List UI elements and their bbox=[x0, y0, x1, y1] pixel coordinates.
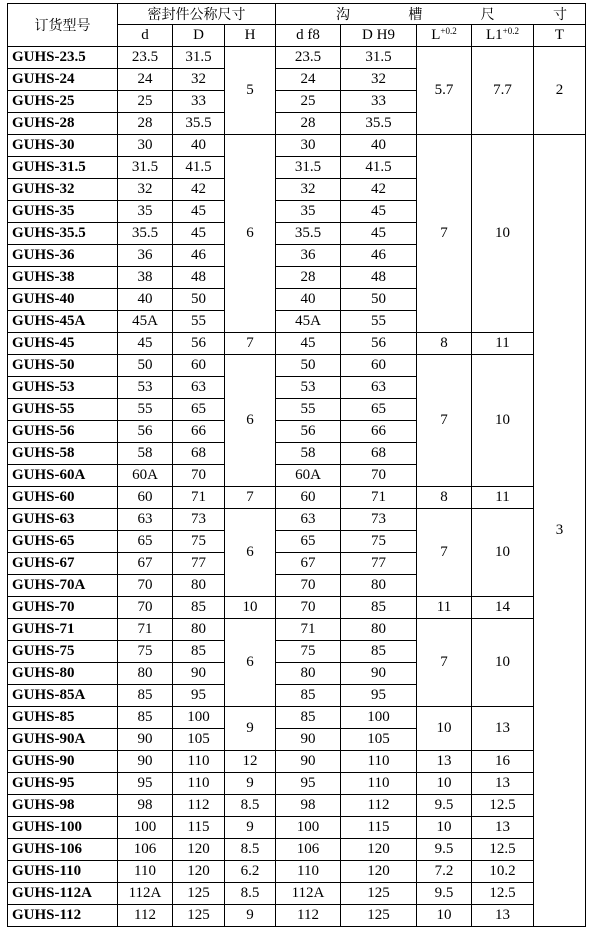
groove-size-header bbox=[276, 4, 586, 25]
table-row bbox=[8, 883, 586, 905]
model-cell: GUHS-45A bbox=[8, 311, 118, 333]
groove-D-cell: 32 bbox=[341, 69, 417, 91]
seal-d-cell: 63 bbox=[118, 509, 173, 531]
seal-D-cell: 115 bbox=[173, 817, 225, 839]
seal-D-cell: 35.5 bbox=[173, 113, 225, 135]
model-cell: GUHS-98 bbox=[8, 795, 118, 817]
seal-d-cell: 112A bbox=[118, 883, 173, 905]
model-cell: GUHS-30 bbox=[8, 135, 118, 157]
seal-D-cell: 112 bbox=[173, 795, 225, 817]
model-cell: GUHS-80 bbox=[8, 663, 118, 685]
groove-L1-cell: 10 bbox=[472, 619, 534, 707]
groove-T-cell: 3 bbox=[534, 135, 586, 927]
model-cell: GUHS-60 bbox=[8, 487, 118, 509]
table-row bbox=[8, 773, 586, 795]
seal-H-cell: 7 bbox=[225, 333, 276, 355]
groove-D-cell: 71 bbox=[341, 487, 417, 509]
seal-D-cell: 68 bbox=[173, 443, 225, 465]
seal-d-cell: 70 bbox=[118, 575, 173, 597]
seal-d-cell: 35.5 bbox=[118, 223, 173, 245]
groove-D-cell: 120 bbox=[341, 861, 417, 883]
seal-spec-table bbox=[7, 3, 586, 927]
model-cell: GUHS-24 bbox=[8, 69, 118, 91]
groove-char-3: 尺 bbox=[480, 7, 495, 23]
groove-D-cell: 63 bbox=[341, 377, 417, 399]
groove-L1-cell: 13 bbox=[472, 773, 534, 795]
seal-d-cell: 40 bbox=[118, 289, 173, 311]
groove-d-cell: 53 bbox=[276, 377, 341, 399]
groove-d-cell: 112 bbox=[276, 905, 341, 927]
col-L1-header bbox=[472, 25, 534, 47]
groove-L-cell: 8 bbox=[417, 487, 472, 509]
groove-L1-cell: 10.2 bbox=[472, 861, 534, 883]
seal-H-cell: 9 bbox=[225, 905, 276, 927]
groove-D-cell: 115 bbox=[341, 817, 417, 839]
seal-d-cell: 30 bbox=[118, 135, 173, 157]
groove-D-cell: 125 bbox=[341, 905, 417, 927]
groove-D-cell: 40 bbox=[341, 135, 417, 157]
groove-d-cell: 23.5 bbox=[276, 47, 341, 69]
groove-D-cell: 85 bbox=[341, 597, 417, 619]
groove-D-cell: 42 bbox=[341, 179, 417, 201]
table-row bbox=[8, 817, 586, 839]
table-row bbox=[8, 509, 586, 531]
model-cell: GUHS-100 bbox=[8, 817, 118, 839]
seal-D-cell: 80 bbox=[173, 575, 225, 597]
groove-L1-cell: 11 bbox=[472, 487, 534, 509]
groove-L-cell: 10 bbox=[417, 707, 472, 751]
groove-d-cell: 25 bbox=[276, 91, 341, 113]
model-cell: GUHS-25 bbox=[8, 91, 118, 113]
groove-d-cell: 71 bbox=[276, 619, 341, 641]
col-L-label: L bbox=[431, 27, 441, 43]
table-row bbox=[8, 751, 586, 773]
seal-D-cell: 95 bbox=[173, 685, 225, 707]
seal-H-cell: 10 bbox=[225, 597, 276, 619]
groove-L1-cell: 12.5 bbox=[472, 839, 534, 861]
model-cell: GUHS-85A bbox=[8, 685, 118, 707]
col-H-header: H bbox=[225, 25, 276, 47]
seal-d-cell: 90 bbox=[118, 751, 173, 773]
groove-D-cell: 41.5 bbox=[341, 157, 417, 179]
groove-D-cell: 80 bbox=[341, 619, 417, 641]
groove-D-cell: 31.5 bbox=[341, 47, 417, 69]
groove-d-cell: 98 bbox=[276, 795, 341, 817]
seal-H-cell: 6 bbox=[225, 135, 276, 333]
seal-d-cell: 28 bbox=[118, 113, 173, 135]
table-row bbox=[8, 135, 586, 157]
seal-D-cell: 45 bbox=[173, 223, 225, 245]
col-df8-header: d f8 bbox=[276, 25, 341, 47]
groove-D-cell: 90 bbox=[341, 663, 417, 685]
groove-D-cell: 73 bbox=[341, 509, 417, 531]
groove-d-cell: 36 bbox=[276, 245, 341, 267]
seal-D-cell: 42 bbox=[173, 179, 225, 201]
model-cell: GUHS-110 bbox=[8, 861, 118, 883]
groove-char-4: 寸 bbox=[552, 7, 567, 23]
groove-D-cell: 70 bbox=[341, 465, 417, 487]
seal-D-cell: 75 bbox=[173, 531, 225, 553]
seal-H-cell: 7 bbox=[225, 487, 276, 509]
col-d-header: d bbox=[118, 25, 173, 47]
groove-L-cell: 7 bbox=[417, 355, 472, 487]
groove-D-cell: 80 bbox=[341, 575, 417, 597]
groove-d-cell: 90 bbox=[276, 751, 341, 773]
groove-L-cell: 10 bbox=[417, 817, 472, 839]
groove-L-cell: 9.5 bbox=[417, 795, 472, 817]
seal-D-cell: 77 bbox=[173, 553, 225, 575]
groove-D-cell: 95 bbox=[341, 685, 417, 707]
seal-D-cell: 32 bbox=[173, 69, 225, 91]
seal-d-cell: 35 bbox=[118, 201, 173, 223]
seal-D-cell: 80 bbox=[173, 619, 225, 641]
seal-d-cell: 25 bbox=[118, 91, 173, 113]
seal-d-cell: 71 bbox=[118, 619, 173, 641]
groove-L1-cell: 13 bbox=[472, 707, 534, 751]
seal-D-cell: 105 bbox=[173, 729, 225, 751]
seal-d-cell: 80 bbox=[118, 663, 173, 685]
seal-D-cell: 110 bbox=[173, 751, 225, 773]
groove-L1-cell: 12.5 bbox=[472, 795, 534, 817]
groove-d-cell: 75 bbox=[276, 641, 341, 663]
model-cell: GUHS-35 bbox=[8, 201, 118, 223]
groove-L1-cell: 14 bbox=[472, 597, 534, 619]
table-row bbox=[8, 839, 586, 861]
groove-d-cell: 85 bbox=[276, 685, 341, 707]
seal-D-cell: 63 bbox=[173, 377, 225, 399]
groove-L1-cell: 10 bbox=[472, 355, 534, 487]
seal-d-cell: 36 bbox=[118, 245, 173, 267]
table-row bbox=[8, 487, 586, 509]
model-cell: GUHS-31.5 bbox=[8, 157, 118, 179]
model-cell: GUHS-71 bbox=[8, 619, 118, 641]
seal-D-cell: 66 bbox=[173, 421, 225, 443]
groove-D-cell: 110 bbox=[341, 751, 417, 773]
seal-d-cell: 58 bbox=[118, 443, 173, 465]
model-cell: GUHS-50 bbox=[8, 355, 118, 377]
model-cell: GUHS-55 bbox=[8, 399, 118, 421]
groove-D-cell: 48 bbox=[341, 267, 417, 289]
col-L-tolerance: +0.2 bbox=[440, 26, 457, 36]
header-row-1 bbox=[8, 4, 586, 25]
groove-L1-cell: 12.5 bbox=[472, 883, 534, 905]
seal-D-cell: 33 bbox=[173, 91, 225, 113]
groove-D-cell: 75 bbox=[341, 531, 417, 553]
table-row bbox=[8, 795, 586, 817]
seal-d-cell: 106 bbox=[118, 839, 173, 861]
groove-L1-cell: 13 bbox=[472, 817, 534, 839]
groove-d-cell: 65 bbox=[276, 531, 341, 553]
seal-H-cell: 5 bbox=[225, 47, 276, 135]
groove-d-cell: 85 bbox=[276, 707, 341, 729]
groove-D-cell: 60 bbox=[341, 355, 417, 377]
model-cell: GUHS-60A bbox=[8, 465, 118, 487]
groove-D-cell: 45 bbox=[341, 223, 417, 245]
model-cell: GUHS-35.5 bbox=[8, 223, 118, 245]
groove-d-cell: 95 bbox=[276, 773, 341, 795]
groove-d-cell: 60 bbox=[276, 487, 341, 509]
groove-L-cell: 5.7 bbox=[417, 47, 472, 135]
groove-d-cell: 58 bbox=[276, 443, 341, 465]
seal-H-cell: 6 bbox=[225, 355, 276, 487]
model-cell: GUHS-40 bbox=[8, 289, 118, 311]
table-row bbox=[8, 861, 586, 883]
groove-d-cell: 28 bbox=[276, 267, 341, 289]
seal-d-cell: 23.5 bbox=[118, 47, 173, 69]
seal-H-cell: 8.5 bbox=[225, 795, 276, 817]
groove-d-cell: 55 bbox=[276, 399, 341, 421]
groove-d-cell: 28 bbox=[276, 113, 341, 135]
table-row bbox=[8, 619, 586, 641]
groove-d-cell: 40 bbox=[276, 289, 341, 311]
groove-D-cell: 46 bbox=[341, 245, 417, 267]
seal-d-cell: 53 bbox=[118, 377, 173, 399]
seal-D-cell: 50 bbox=[173, 289, 225, 311]
groove-D-cell: 120 bbox=[341, 839, 417, 861]
table-row bbox=[8, 355, 586, 377]
model-cell: GUHS-70 bbox=[8, 597, 118, 619]
seal-D-cell: 41.5 bbox=[173, 157, 225, 179]
seal-D-cell: 100 bbox=[173, 707, 225, 729]
model-cell: GUHS-67 bbox=[8, 553, 118, 575]
col-D-header: D bbox=[173, 25, 225, 47]
groove-D-cell: 65 bbox=[341, 399, 417, 421]
groove-d-cell: 80 bbox=[276, 663, 341, 685]
groove-L-cell: 11 bbox=[417, 597, 472, 619]
groove-L1-cell: 10 bbox=[472, 135, 534, 333]
model-cell: GUHS-32 bbox=[8, 179, 118, 201]
seal-d-cell: 100 bbox=[118, 817, 173, 839]
model-cell: GUHS-95 bbox=[8, 773, 118, 795]
seal-D-cell: 45 bbox=[173, 201, 225, 223]
groove-D-cell: 125 bbox=[341, 883, 417, 905]
spec-table-container bbox=[7, 3, 586, 927]
seal-D-cell: 48 bbox=[173, 267, 225, 289]
model-cell: GUHS-106 bbox=[8, 839, 118, 861]
seal-d-cell: 75 bbox=[118, 641, 173, 663]
model-cell: GUHS-45 bbox=[8, 333, 118, 355]
seal-d-cell: 95 bbox=[118, 773, 173, 795]
groove-D-cell: 68 bbox=[341, 443, 417, 465]
seal-d-cell: 90 bbox=[118, 729, 173, 751]
seal-d-cell: 110 bbox=[118, 861, 173, 883]
seal-d-cell: 98 bbox=[118, 795, 173, 817]
table-row bbox=[8, 47, 586, 69]
seal-H-cell: 6 bbox=[225, 619, 276, 707]
seal-D-cell: 55 bbox=[173, 311, 225, 333]
col-L1-tolerance: +0.2 bbox=[502, 26, 519, 36]
groove-d-cell: 67 bbox=[276, 553, 341, 575]
col-T-header: T bbox=[534, 25, 586, 47]
model-cell: GUHS-112 bbox=[8, 905, 118, 927]
seal-D-cell: 120 bbox=[173, 861, 225, 883]
col-L-header bbox=[417, 25, 472, 47]
groove-d-cell: 56 bbox=[276, 421, 341, 443]
seal-D-cell: 73 bbox=[173, 509, 225, 531]
groove-T-cell: 2 bbox=[534, 47, 586, 135]
groove-D-cell: 100 bbox=[341, 707, 417, 729]
seal-d-cell: 45A bbox=[118, 311, 173, 333]
seal-d-cell: 70 bbox=[118, 597, 173, 619]
table-row bbox=[8, 597, 586, 619]
groove-L-cell: 8 bbox=[417, 333, 472, 355]
groove-d-cell: 35.5 bbox=[276, 223, 341, 245]
seal-d-cell: 45 bbox=[118, 333, 173, 355]
groove-d-cell: 50 bbox=[276, 355, 341, 377]
groove-D-cell: 35.5 bbox=[341, 113, 417, 135]
groove-D-cell: 56 bbox=[341, 333, 417, 355]
groove-d-cell: 45 bbox=[276, 333, 341, 355]
groove-L-cell: 13 bbox=[417, 751, 472, 773]
groove-d-cell: 110 bbox=[276, 861, 341, 883]
table-row bbox=[8, 905, 586, 927]
col-L1-label: L1 bbox=[486, 27, 503, 43]
groove-char-2: 槽 bbox=[408, 7, 423, 23]
groove-d-cell: 90 bbox=[276, 729, 341, 751]
groove-d-cell: 63 bbox=[276, 509, 341, 531]
groove-L1-cell: 7.7 bbox=[472, 47, 534, 135]
groove-L1-cell: 16 bbox=[472, 751, 534, 773]
groove-char-1: 沟 bbox=[336, 7, 350, 23]
seal-D-cell: 71 bbox=[173, 487, 225, 509]
model-cell: GUHS-28 bbox=[8, 113, 118, 135]
seal-D-cell: 85 bbox=[173, 597, 225, 619]
groove-d-cell: 31.5 bbox=[276, 157, 341, 179]
groove-D-cell: 55 bbox=[341, 311, 417, 333]
col-DH9-header: D H9 bbox=[341, 25, 417, 47]
groove-L-cell: 9.5 bbox=[417, 839, 472, 861]
seal-d-cell: 38 bbox=[118, 267, 173, 289]
groove-L-cell: 7 bbox=[417, 619, 472, 707]
seal-H-cell: 6.2 bbox=[225, 861, 276, 883]
seal-H-cell: 9 bbox=[225, 817, 276, 839]
seal-d-cell: 50 bbox=[118, 355, 173, 377]
groove-L-cell: 7 bbox=[417, 135, 472, 333]
model-cell: GUHS-38 bbox=[8, 267, 118, 289]
groove-D-cell: 77 bbox=[341, 553, 417, 575]
seal-d-cell: 85 bbox=[118, 685, 173, 707]
groove-L1-cell: 10 bbox=[472, 509, 534, 597]
seal-H-cell: 8.5 bbox=[225, 883, 276, 905]
seal-D-cell: 90 bbox=[173, 663, 225, 685]
seal-D-cell: 40 bbox=[173, 135, 225, 157]
groove-d-cell: 70 bbox=[276, 597, 341, 619]
groove-D-cell: 50 bbox=[341, 289, 417, 311]
model-cell: GUHS-53 bbox=[8, 377, 118, 399]
groove-d-cell: 35 bbox=[276, 201, 341, 223]
seal-d-cell: 67 bbox=[118, 553, 173, 575]
seal-D-cell: 46 bbox=[173, 245, 225, 267]
groove-D-cell: 45 bbox=[341, 201, 417, 223]
groove-L1-cell: 11 bbox=[472, 333, 534, 355]
model-cell: GUHS-90 bbox=[8, 751, 118, 773]
table-row bbox=[8, 707, 586, 729]
seal-D-cell: 60 bbox=[173, 355, 225, 377]
seal-d-cell: 60 bbox=[118, 487, 173, 509]
model-cell: GUHS-70A bbox=[8, 575, 118, 597]
seal-d-cell: 56 bbox=[118, 421, 173, 443]
seal-D-cell: 70 bbox=[173, 465, 225, 487]
model-cell: GUHS-23.5 bbox=[8, 47, 118, 69]
model-cell: GUHS-58 bbox=[8, 443, 118, 465]
model-cell: GUHS-75 bbox=[8, 641, 118, 663]
groove-D-cell: 110 bbox=[341, 773, 417, 795]
groove-L-cell: 7.2 bbox=[417, 861, 472, 883]
groove-d-cell: 30 bbox=[276, 135, 341, 157]
groove-d-cell: 60A bbox=[276, 465, 341, 487]
groove-d-cell: 106 bbox=[276, 839, 341, 861]
model-cell: GUHS-65 bbox=[8, 531, 118, 553]
seal-H-cell: 12 bbox=[225, 751, 276, 773]
groove-d-cell: 112A bbox=[276, 883, 341, 905]
groove-d-cell: 24 bbox=[276, 69, 341, 91]
model-cell: GUHS-36 bbox=[8, 245, 118, 267]
seal-D-cell: 120 bbox=[173, 839, 225, 861]
order-no-header: 订货型号 bbox=[8, 4, 118, 47]
seal-d-cell: 31.5 bbox=[118, 157, 173, 179]
seal-D-cell: 125 bbox=[173, 883, 225, 905]
seal-d-cell: 65 bbox=[118, 531, 173, 553]
groove-L-cell: 10 bbox=[417, 905, 472, 927]
groove-D-cell: 112 bbox=[341, 795, 417, 817]
groove-d-cell: 70 bbox=[276, 575, 341, 597]
seal-D-cell: 31.5 bbox=[173, 47, 225, 69]
seal-d-cell: 85 bbox=[118, 707, 173, 729]
seal-d-cell: 55 bbox=[118, 399, 173, 421]
model-cell: GUHS-112A bbox=[8, 883, 118, 905]
seal-D-cell: 110 bbox=[173, 773, 225, 795]
groove-d-cell: 100 bbox=[276, 817, 341, 839]
groove-L-cell: 7 bbox=[417, 509, 472, 597]
seal-H-cell: 8.5 bbox=[225, 839, 276, 861]
seal-D-cell: 85 bbox=[173, 641, 225, 663]
model-cell: GUHS-90A bbox=[8, 729, 118, 751]
groove-D-cell: 33 bbox=[341, 91, 417, 113]
groove-D-cell: 85 bbox=[341, 641, 417, 663]
groove-d-cell: 32 bbox=[276, 179, 341, 201]
groove-L1-cell: 13 bbox=[472, 905, 534, 927]
groove-L-cell: 9.5 bbox=[417, 883, 472, 905]
groove-d-cell: 45A bbox=[276, 311, 341, 333]
groove-D-cell: 66 bbox=[341, 421, 417, 443]
seal-d-cell: 60A bbox=[118, 465, 173, 487]
model-cell: GUHS-63 bbox=[8, 509, 118, 531]
seal-d-cell: 32 bbox=[118, 179, 173, 201]
seal-d-cell: 24 bbox=[118, 69, 173, 91]
seal-H-cell: 9 bbox=[225, 707, 276, 751]
model-cell: GUHS-85 bbox=[8, 707, 118, 729]
spec-table-body bbox=[8, 47, 586, 927]
groove-D-cell: 105 bbox=[341, 729, 417, 751]
seal-D-cell: 125 bbox=[173, 905, 225, 927]
table-row bbox=[8, 333, 586, 355]
seal-H-cell: 6 bbox=[225, 509, 276, 597]
seal-H-cell: 9 bbox=[225, 773, 276, 795]
seal-D-cell: 56 bbox=[173, 333, 225, 355]
seal-d-cell: 112 bbox=[118, 905, 173, 927]
seal-D-cell: 65 bbox=[173, 399, 225, 421]
groove-L-cell: 10 bbox=[417, 773, 472, 795]
seal-nominal-header: 密封件公称尺寸 bbox=[118, 4, 276, 25]
model-cell: GUHS-56 bbox=[8, 421, 118, 443]
